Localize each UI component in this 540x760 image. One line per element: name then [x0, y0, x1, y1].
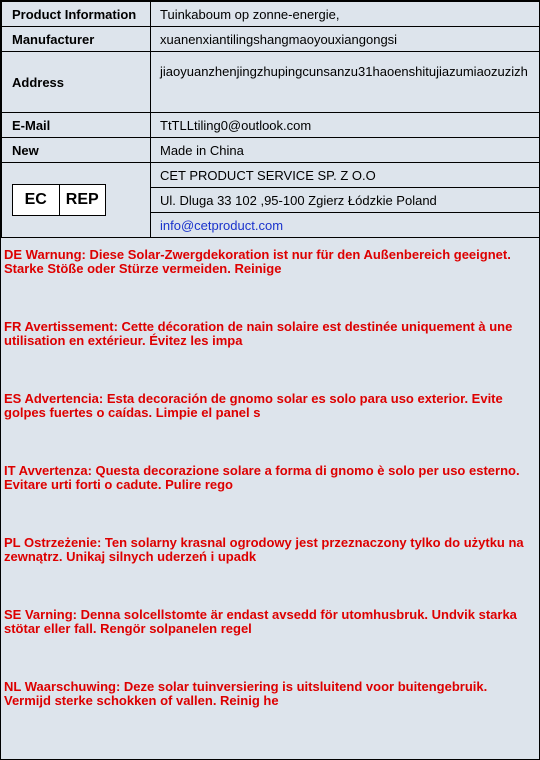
- manufacturer-label: Manufacturer: [2, 27, 151, 52]
- ec-rep-email-link[interactable]: info@cetproduct.com: [151, 213, 540, 238]
- manufacturer-value: xuanenxiantilingshangmaoyouxiangongsi: [151, 27, 540, 52]
- warning-se: SE Varning: Denna solcellstomte är endast avsedd för utomhusbruk. Undvik starka stötar eller fall. Rengör solpanelen regel: [4, 607, 517, 636]
- warning-de: DE Warnung: Diese Solar-Zwergdekoration ist nur für den Außenbereich geeignet. Starke Stöße oder Stürze vermeiden. Reinige: [4, 247, 511, 276]
- warning-pl: PL Ostrzeżenie: Ten solarny krasnal ogrodowy jest przeznaczony tylko do użytku na zewnątrz. Unikaj silnych uderzeń i upadk: [4, 535, 524, 564]
- ec-rep-address: Ul. Dluga 33 102 ,95-100 Zgierz Łódzkie Poland: [151, 188, 540, 213]
- address-label: Address: [2, 52, 151, 113]
- ec-rep-company: CET PRODUCT SERVICE SP. Z O.O: [151, 163, 540, 188]
- ec-rep-logo-cell: [2, 163, 151, 238]
- origin-label: New: [2, 138, 151, 163]
- email-value: TtTLLtiling0@outlook.com: [151, 113, 540, 138]
- row-product-information: [2, 2, 540, 27]
- row-ec-rep-company: [2, 163, 540, 188]
- email-label: E-Mail: [2, 113, 151, 138]
- product-information-value: Tuinkaboum op zonne-energie,: [151, 2, 540, 27]
- warning-es: ES Advertencia: Esta decoración de gnomo solar es solo para uso exterior. Evite golpes fuertes o caídas. Limpie el panel s: [4, 391, 503, 420]
- ec-rep-logo-ec: EC: [24, 191, 47, 208]
- ec-rep-logo-rep: REP: [59, 185, 106, 215]
- ec-rep-logo: [12, 184, 106, 216]
- row-address: [2, 52, 540, 113]
- row-email: [2, 113, 540, 138]
- product-information-label: Product Information: [2, 2, 151, 27]
- row-manufacturer: [2, 27, 540, 52]
- origin-value: Made in China: [151, 138, 540, 163]
- warning-fr: FR Avertissement: Cette décoration de nain solaire est destinée uniquement à une utilisation en extérieur. Évitez les impa: [4, 319, 513, 348]
- row-origin: [2, 138, 540, 163]
- product-info-table: [1, 1, 540, 238]
- address-value: jiaoyuanzhenjingzhupingcunsanzu31haoenshitujiazumiaozuzizh: [151, 52, 540, 113]
- warning-nl: NL Waarschuwing: Deze solar tuinversiering is uitsluitend voor buitengebruik. Vermijd sterke schokken of vallen. Reinig he: [4, 679, 488, 708]
- warning-it: IT Avvertenza: Questa decorazione solare a forma di gnomo è solo per uso esterno. Evitare urti forti o cadute. Pulire rego: [4, 463, 520, 492]
